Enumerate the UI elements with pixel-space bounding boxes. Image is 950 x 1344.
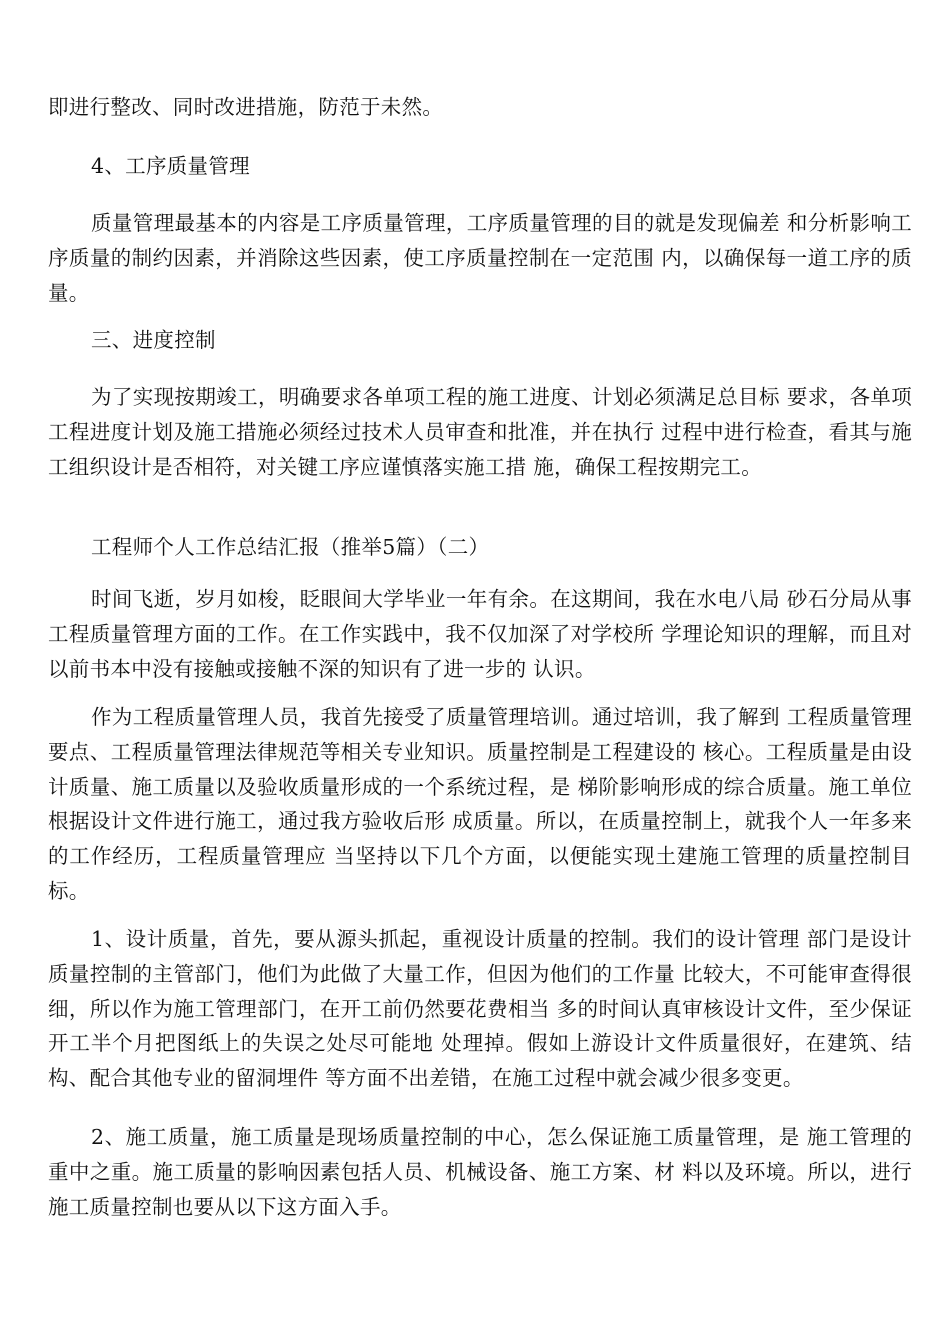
heading-progress-control: 三、进度控制	[91, 328, 216, 352]
paragraph-process-quality: 质量管理最基本的内容是工序质量管理，工序质量管理的目的就是发现偏差 和分析影响工序质量的制约因素，并消除这些因素，使工序质量控制在一定范围 内，以确保每一道工序的质量。	[48, 211, 912, 305]
paragraph-design-quality: 1、设计质量，首先，要从源头抓起，重视设计质量的控制。我们的设计管理 部门是设计质量控制的主管部门，他们为此做了大量工作，但因为他们的工作量 比较大，不可能审查得很细，所以作为施工管理部门，在开工前仍然要花费相当 多的时间认真审核设计文件，至少保证开工半个月把图纸上的失误之处尽可能地 处理掉。假如上游设计文件质量很好，在建筑、结构、配合其他专业的留洞埋件 等方面不出差错，在施工过程中就会减少很多变更。	[48, 927, 912, 1091]
paragraph-progress-control: 为了实现按期竣工，明确要求各单项工程的施工进度、计划必须满足总目标 要求，各单项工程进度计划及施工措施必须经过技术人员审查和批准，并在执行 过程中进行检查，看其与施工组织设计是否相符，对关键工序应谨慎落实施工措 施，确保工程按期完工。	[48, 385, 912, 479]
paragraph-rectification: 即进行整改、同时改进措施，防范于未然。	[48, 95, 444, 119]
heading-process-quality: 4、工序质量管理	[91, 154, 250, 178]
paragraph-intro: 时间飞逝，岁月如梭，眨眼间大学毕业一年有余。在这期间，我在水电八局 砂石分局从事工程质量管理方面的工作。在工作实践中，我不仅加深了对学校所 学理论知识的理解，而且对以前书本中没有接触或接触不深的知识有了进一步的 认识。	[48, 587, 912, 681]
paragraph-construction-quality: 2、施工质量，施工质量是现场质量控制的中心，怎么保证施工质量管理，是 施工管理的重中之重。施工质量的影响因素包括人员、机械设备、施工方案、材 料以及环境。所以，进行施工质量控制也要从以下这方面入手。	[48, 1125, 912, 1219]
paragraph-training: 作为工程质量管理人员，我首先接受了质量管理培训。通过培训，我了解到 工程质量管理要点、工程质量管理法律规范等相关专业知识。质量控制是工程建设的 核心。工程质量是由设计质量、施工质量以及验收质量形成的一个系统过程，是 梯阶影响形成的综合质量。施工单位根据设计文件进行施工，通过我方验收后形 成质量。所以，在质量控制上，就我个人一年多来的工作经历，工程质量管理应 当坚持以下几个方面，以便能实现土建施工管理的质量控制目标。	[48, 705, 912, 903]
heading-article-two: 工程师个人工作总结汇报（推举5篇）（二）	[91, 535, 490, 559]
